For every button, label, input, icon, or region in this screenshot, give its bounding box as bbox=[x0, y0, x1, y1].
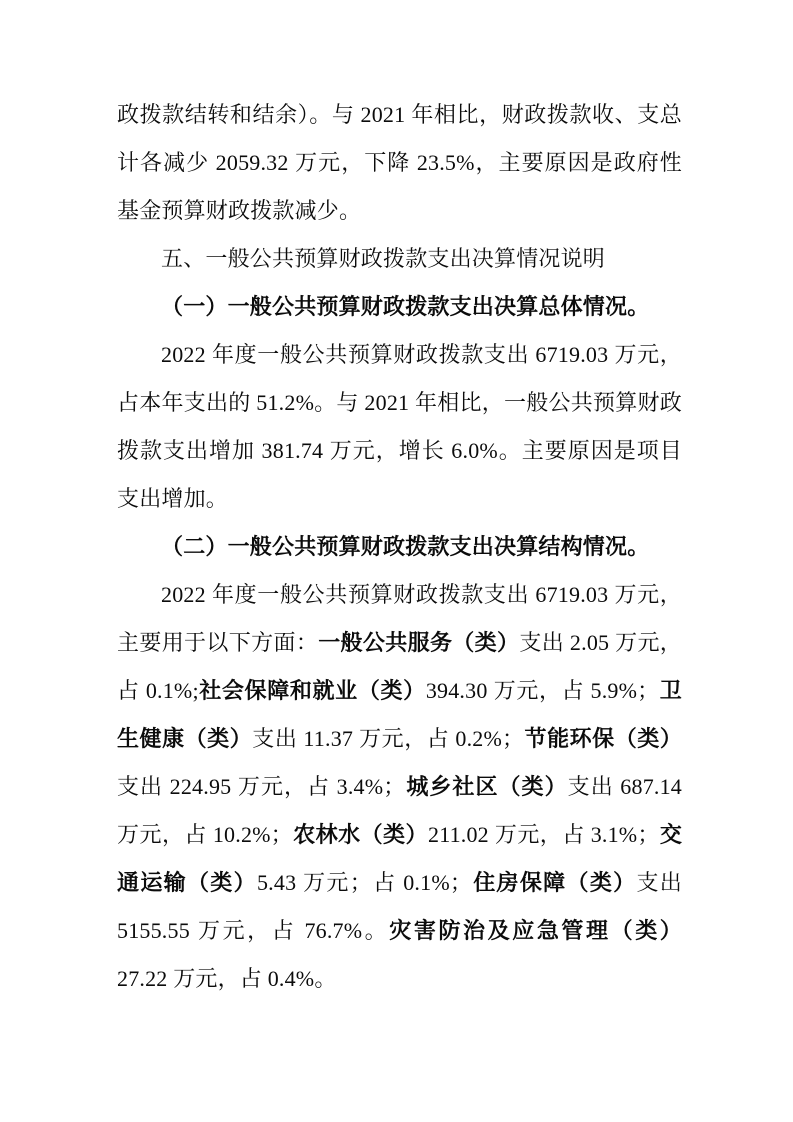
para-fiscal-carryover-continuation bbox=[117, 91, 682, 235]
bold-text-run: 一般公共服务（类） bbox=[318, 630, 520, 655]
text-run: 5.43 万元；占 0.1%； bbox=[256, 870, 473, 895]
text-run: 211.02 万元，占 3.1%； bbox=[428, 822, 660, 847]
text-run: 27.22 万元，占 0.4%。 bbox=[117, 966, 337, 991]
bold-text-run: 卫生健康（类） bbox=[117, 678, 682, 751]
text-run: 支出 5155.55 万元，占 76.7%。 bbox=[117, 870, 683, 943]
para-structure-breakdown bbox=[117, 571, 682, 1003]
text-run: 394.30 万元，占 5.9%； bbox=[425, 678, 660, 703]
bold-text-run: 住房保障（类） bbox=[472, 870, 637, 895]
bold-text-run: 农林水（类） bbox=[292, 822, 428, 847]
bold-text-run: 城乡社区（类） bbox=[405, 774, 568, 799]
bold-text-run: 社会保障和就业（类） bbox=[198, 678, 426, 703]
text-run: 2022 年度一般公共预算财政拨款支出 6719.03 万元，占本年支出的 51.2%。与 2021 年相比，一般公共预算财政拨款支出增加 381.74 万元，增长 6.0%。主要原因是项目支出增加。 bbox=[117, 342, 682, 511]
heading-section-five bbox=[117, 235, 682, 283]
text-run: 政拨款结转和结余）。与 2021 年相比，财政拨款收、支总计各减少 2059.32 万元，下降 23.5%，主要原因是政府性基金预算财政拨款减少。 bbox=[117, 102, 682, 223]
bold-text-run: （二）一般公共预算财政拨款支出决算结构情况。 bbox=[161, 534, 650, 559]
text-run: 支出 11.37 万元，占 0.2%； bbox=[252, 726, 525, 751]
bold-text-run: 灾害防治及应急管理（类） bbox=[389, 918, 682, 943]
text-run: 2022 年度一般公共预算财政拨款支出 6719.03 万元，主要用于以下方面： bbox=[117, 582, 682, 655]
text-run: 支出 224.95 万元，占 3.4%； bbox=[117, 774, 406, 799]
heading-subsection-one bbox=[117, 283, 682, 331]
bold-text-run: 节能环保（类） bbox=[524, 726, 683, 751]
bold-text-run: 交通运输（类） bbox=[117, 822, 683, 895]
document-text-block bbox=[117, 91, 682, 1003]
text-run: 五、一般公共预算财政拨款支出决算情况说明 bbox=[161, 246, 606, 271]
bold-text-run: （一）一般公共预算财政拨款支出决算总体情况。 bbox=[161, 294, 650, 319]
text-run: 支出 2.05 万元，占 0.1%; bbox=[117, 630, 682, 703]
heading-subsection-two bbox=[117, 523, 682, 571]
text-run: 支出 687.14 万元，占 10.2%； bbox=[117, 774, 682, 847]
para-overall-situation bbox=[117, 331, 682, 523]
